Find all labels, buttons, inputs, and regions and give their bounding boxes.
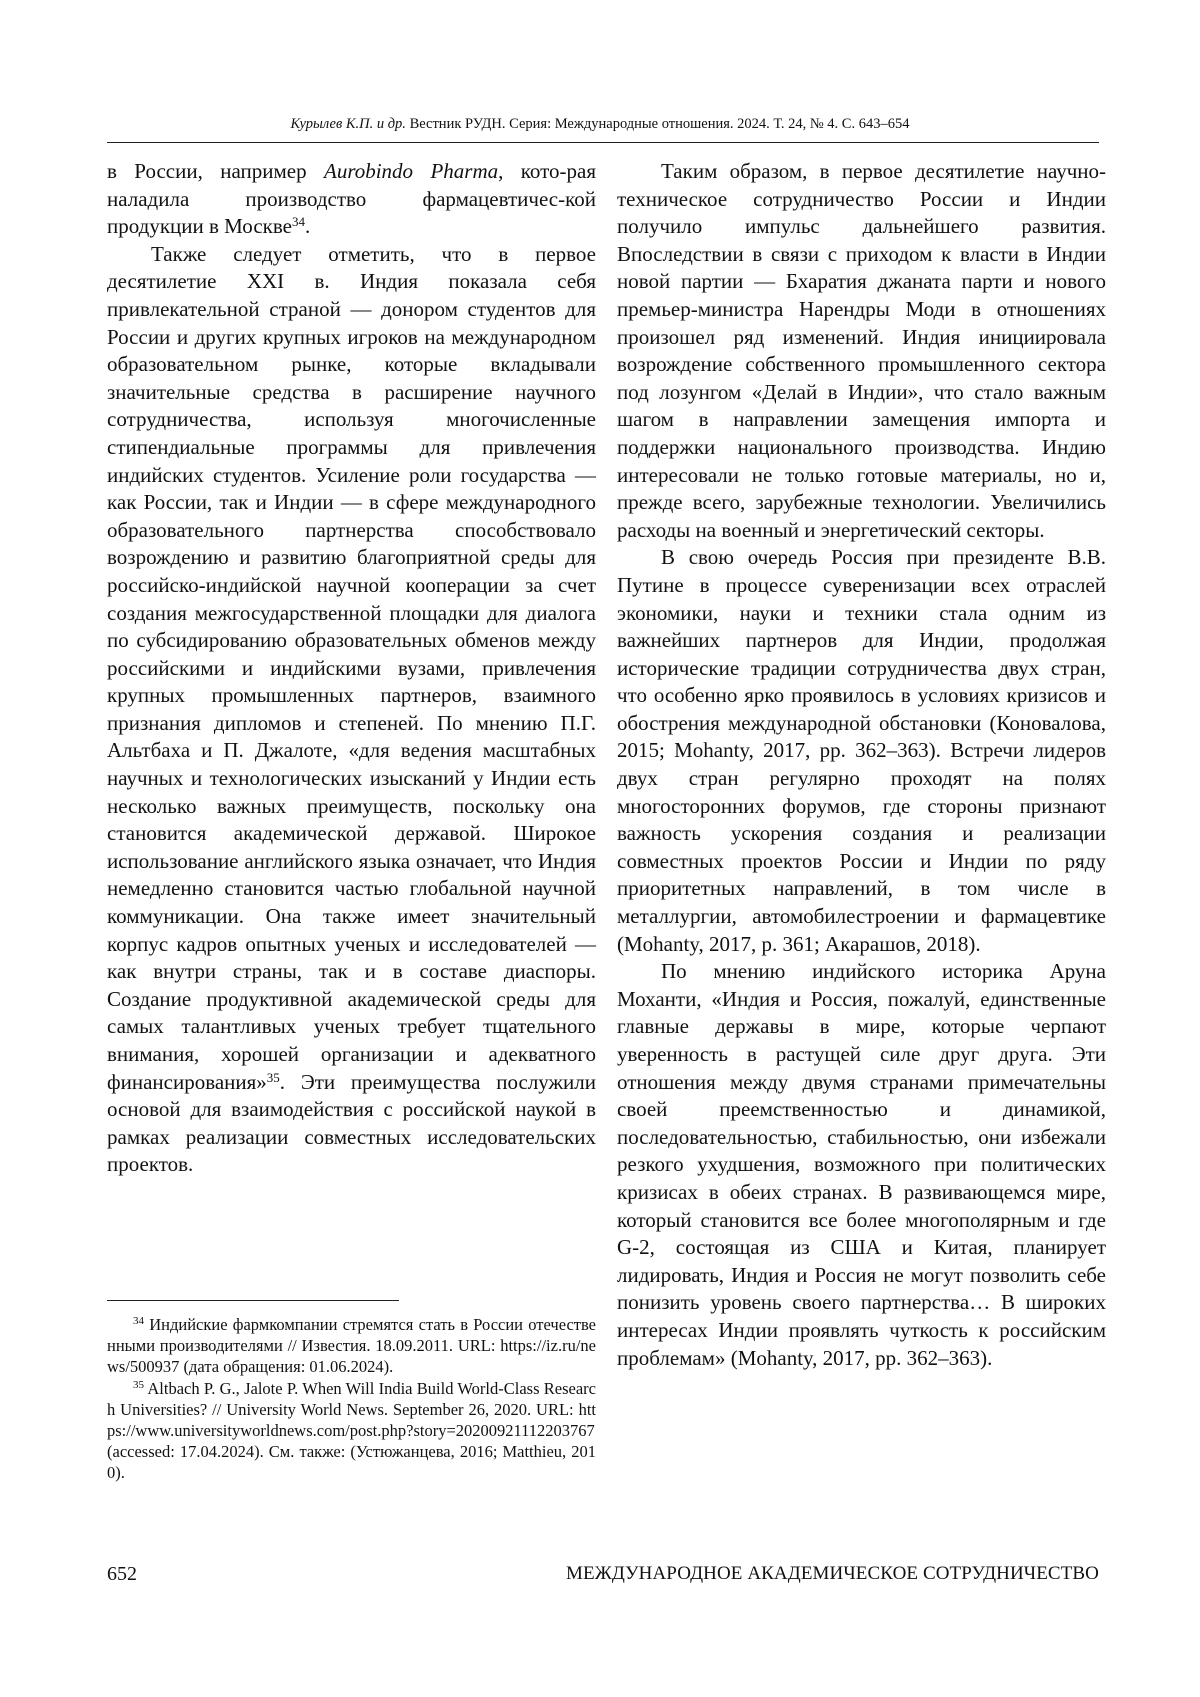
text-run: Также следует отметить, что в первое десятилетие XXI в. Индия показала себя привлекательной страной — донором студентов для России и других крупных игроков на международном образовательном рынке, которые вкладывали значительные средства в расширение научного сотрудничества, используя многочисленные стипендиальные программы для привлечения индийских студентов. Усиление роли государства — как России, так и Индии — в сфере международного образовательного партнерства способствовало возрождению и развитию благоприятной среды для российско-индийской научной кооперации за счет создания межгосударственной площадки для диалога по субсидированию образовательных обменов между российскими и индийскими вузами, привлечения крупных промышленных партнеров, взаимного признания дипломов и степеней. По мнению П.Г. Альтбаха и П. Джалоте, «для ведения масштабных научных и технологических изысканий у Индии есть несколько важных преимуществ, поскольку она становится академической державой. Широкое использование английского языка означает, что Индия немедленно становится частью глобальной научной коммуникации. Она также имеет значительный корпус кадров опытных ученых и исследователей — как внутри страны, так и в составе диаспоры. Создание продуктивной академической среды для самых талантливых ученых требует тщательного внимания, хорошей организации и адекватного финансирования»: [107, 241, 596, 1094]
paragraph: По мнению индийского историка Аруна Моханти, «Индия и Россия, пожалуй, единственные главные державы в мире, которые черпают уверенность в растущей силе друг друга. Эти отношения между двумя странами примечательны своей преемственностью и динамикой, последовательностью, стабильностью, они избежали резкого ухудшения, возможного при политических кризисах в обеих странах. В развивающемся мире, который становится все более многополярным и где G-2, состоящая из США и Китая, планирует лидировать, Индия и Россия не могут позволить себе понизить уровень своего партнерства… В широких интересах Индии проявлять чуткость к российским проблемам» (Mohanty, 2017, pp. 362–363).: [617, 959, 1106, 1370]
text-run: , кото-рая наладила производство фармацевтичес-кой продукции в Москве: [107, 159, 596, 239]
footnote-number: 35: [133, 1378, 144, 1391]
footnote-34: [107, 1314, 596, 1378]
text-run: в России, например: [107, 159, 324, 183]
header-citation: Вестник РУДН. Серия: Международные отношения. 2024. Т. 24, № 4. С. 643–654: [409, 116, 910, 132]
page-number: 652: [107, 1563, 137, 1585]
paragraph: Таким образом, в первое десятилетие научно-техническое сотрудничество России и Индии получило импульс дальнейшего развития. Впоследствии в связи с приходом к власти в Индии новой партии — Бхаратия джаната парти и нового премьер-министра Нарендры Моди в отношениях произошел ряд изменений. Индия инициировала возрождение собственного промышленного сектора под лозунгом «Делай в Индии», что стало важным шагом в направлении замещения импорта и поддержки национального производства. Индию интересовали не только готовые материалы, но и, прежде всего, зарубежные технологии. Увеличились расходы на военный и энергетический секторы.: [617, 159, 1106, 542]
text-run: . Эти преимущества послужили основой для взаимодействия с российской наукой в рамках реализации совместных исследовательских проектов.: [107, 1069, 596, 1177]
footnote-ref-34[interactable]: 34: [291, 214, 305, 230]
footnote-divider: [107, 1300, 399, 1301]
left-column: [107, 158, 596, 1179]
footnotes: [107, 1314, 596, 1484]
running-header: [0, 114, 1200, 134]
footnote-text: Altbach P. G., Jalote P. When Will India Build World-Class Research Universities? // University World News. September 26, 2020. URL: https://www.universityworldnews.com/post.php?story=20200921112203767 (accessed: 17.04.2024). См. также: (Устюжанцева, 2016; Matthieu, 2010).: [107, 1378, 597, 1483]
header-divider: [107, 142, 1099, 143]
footnote-text: Индийские фармкомпании стремятся стать в России отечественными производителями // Известия. 18.09.2011. URL: https://iz.ru/news/500937 (дата обращения: 01.06.2024).: [107, 1315, 596, 1377]
footnote-ref-35[interactable]: 35: [266, 1069, 280, 1085]
section-title: МЕЖДУНАРОДНОЕ АКАДЕМИЧЕСКОЕ СОТРУДНИЧЕСТВО: [566, 1563, 1099, 1584]
header-authors: Курылев К.П. и др.: [290, 116, 406, 132]
footnote-number: 34: [133, 1314, 144, 1327]
footnote-35: [107, 1378, 596, 1484]
text-run: .: [304, 214, 311, 239]
company-name: Aurobindo Pharma: [324, 159, 499, 183]
paragraph: [107, 241, 596, 1179]
paragraph: [107, 158, 596, 241]
paragraph: В свою очередь Россия при президенте В.В. Путине в процессе суверенизации всех отраслей экономики, науки и техники стала одним из важнейших партнеров для Индии, продолжая исторические традиции сотрудничества двух стран, что особенно ярко проявилось в условиях кризисов и обострения международной обстановки (Коновалова, 2015; Mohanty, 2017, pp. 362–363). Встречи лидеров двух стран регулярно проходят на полях многосторонних форумов, где стороны признают важность ускорения создания и реализации совместных проектов России и Индии по ряду приоритетных направлений, в том числе в металлургии, автомобилестроении и фармацевтике (Mohanty, 2017, p. 361; Акарашов, 2018).: [617, 545, 1106, 956]
right-column: [617, 158, 1106, 1372]
